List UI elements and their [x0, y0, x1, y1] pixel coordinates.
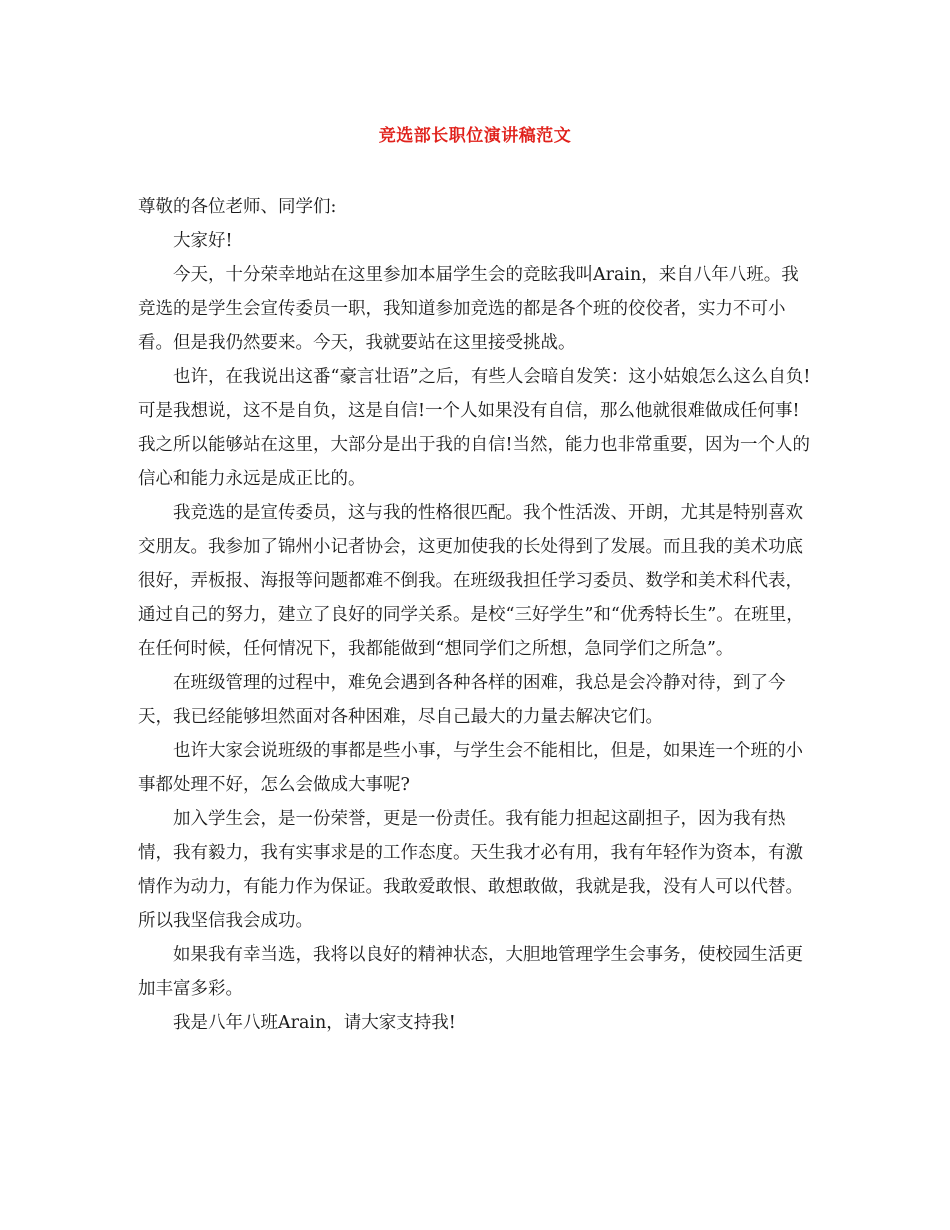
- document-title: 竞选部长职位演讲稿范文: [378, 126, 572, 146]
- paragraph-closing: 我是八年八班Arain，请大家支持我!: [173, 1013, 456, 1033]
- document-body: [138, 190, 814, 1040]
- salutation: 尊敬的各位老师、同学们:: [138, 197, 337, 217]
- paragraph-responsibility: 加入学生会，是一份荣誉，更是一份责任。我有能力担起这副担子，因为我有热情，我有毅力，我有实事求是的工作态度。天生我才必有用，我有年轻作为资本，有激情作为动力，有能力作为保证。我敢爱敢恨、敢想敢做，我就是我，没有人可以代替。所以我坚信我会成功。: [138, 809, 803, 931]
- paragraph-small-matters: 也许大家会说班级的事都是些小事，与学生会不能相比，但是，如果连一个班的小事都处理不好，怎么会做成大事呢?: [138, 741, 803, 795]
- paragraph-qualifications: 我竞选的是宣传委员，这与我的性格很匹配。我个性活泼、开朗，尤其是特别喜欢交朋友。我参加了锦州小记者协会，这更加使我的长处得到了发展。而且我的美术功底很好，弄板报、海报等问题都难不倒我。在班级我担任学习委员、数学和美术科代表，通过自己的努力，建立了良好的同学关系。是校“三好学生”和“优秀特长生”。在班里，在任何时候，任何情况下，我都能做到“想同学们之所想，急同学们之所急”。: [138, 503, 804, 659]
- paragraph-confidence: 也许，在我说出这番“豪言壮语”之后，有些人会暗自发笑：这小姑娘怎么这么自负!可是我想说，这不是自负，这是自信!一个人如果没有自信，那么他就很难做成任何事!我之所以能够站在这里，大部分是出于我的自信!当然，能力也非常重要，因为一个人的信心和能力永远是成正比的。: [138, 367, 811, 489]
- paragraph-promise: 如果我有幸当选，我将以良好的精神状态，大胆地管理学生会事务，使校园生活更加丰富多彩。: [138, 945, 803, 999]
- paragraph-introduction: 今天，十分荣幸地站在这里参加本届学生会的竞眩我叫Arain，来自八年八班。我竞选的是学生会宣传委员一职，我知道参加竞选的都是各个班的佼佼者，实力不可小看。但是我仍然要来。今天，我就要站在这里接受挑战。: [138, 265, 799, 353]
- paragraph-class-management: 在班级管理的过程中，难免会遇到各种各样的困难，我总是会冷静对待，到了今天，我已经能够坦然面对各种困难，尽自己最大的力量去解决它们。: [138, 673, 786, 727]
- paragraph-greeting: 大家好!: [173, 231, 233, 251]
